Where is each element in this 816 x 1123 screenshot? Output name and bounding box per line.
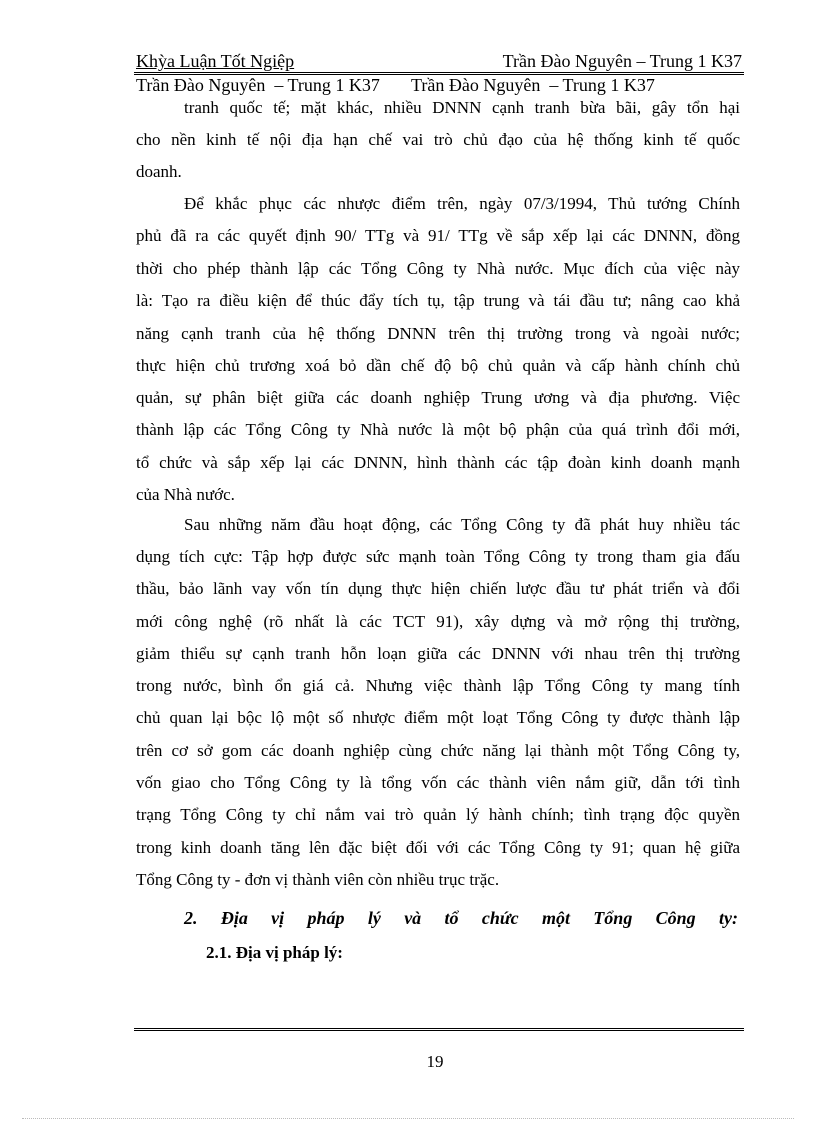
text-line: Tổng Công ty - đơn vị thành viên còn nhiều trục trặc.	[136, 870, 500, 889]
text-line: thầu, bảo lãnh vay vốn tín dụng thực hiện chiến lược đầu tư phát triển và đổi	[136, 579, 740, 598]
page-edge	[22, 1118, 794, 1119]
text-line: Sau những năm đầu hoạt động, các Tổng Công ty đã phát huy nhiều tác	[184, 515, 740, 534]
text-line: vốn giao cho Tổng Công ty là tổng vốn các thành viên nắm giữ, dẫn tới tình	[136, 773, 740, 792]
text-line: Để khắc phục các nhược điểm trên, ngày 07/3/1994, Thủ tướng Chính	[184, 194, 740, 213]
page-number: 19	[426, 1052, 444, 1071]
text-line: trạng Tổng Công ty chỉ nắm vai trò quản lý hành chính; tình trạng độc quyền	[136, 805, 740, 824]
text-line: thành lập các Tổng Công ty Nhà nước là một bộ phận của quá trình đổi mới,	[136, 420, 740, 439]
text-line: trên cơ sở gom các doanh nghiệp cùng chức năng lại thành một Tổng Công ty,	[136, 741, 740, 760]
text-line: cho nền kinh tế nội địa hạn chế vai trò chủ đạo của hệ thống kinh tế quốc	[136, 130, 740, 149]
text-line: doanh.	[136, 162, 182, 181]
text-line: mới công nghệ (rõ nhất là các TCT 91), xây dựng và mở rộng thị trường,	[136, 612, 740, 631]
text-line: năng cạnh tranh của hệ thống DNNN trên thị trường trong và ngoài nước;	[136, 324, 740, 343]
text-line: quản, sự phân biệt giữa các doanh nghiệp Trung ương và địa phương. Việc	[136, 388, 740, 407]
text-line: của Nhà nước.	[136, 485, 235, 504]
text-line: trong kinh doanh tăng lên đặc biệt đối với các Tổng Công ty 91; quan hệ giữa	[136, 838, 740, 857]
text-line: trong nước, bình ổn giá cả. Nhưng việc thành lập Tổng Công ty mang tính	[136, 676, 740, 695]
text-line: giảm thiểu sự cạnh tranh hỗn loạn giữa các DNNN với nhau trên thị trường	[136, 644, 740, 663]
header-right: Trần Đào Nguyên – Trung 1 K37	[502, 51, 742, 71]
text-line: tranh quốc tế; mặt khác, nhiều DNNN cạnh tranh bừa bãi, gây tổn hại	[184, 98, 740, 117]
text-line: dụng tích cực: Tập hợp được sức mạnh toàn Tổng Công ty trong tham gia đấu	[136, 547, 740, 566]
text-line: là: Tạo ra điều kiện để thúc đẩy tích tụ, tập trung và tái đầu tư; nâng cao khả	[136, 291, 740, 310]
page-header	[136, 50, 742, 72]
section-heading: 2. Địa vị pháp lý và tổ chức một Tổng Công ty:	[184, 908, 738, 928]
text-line: thực hiện chủ trương xoá bỏ dần chế độ bộ chủ quản và cấp hành chính chủ	[136, 356, 740, 375]
subsection-heading: 2.1. Địa vị pháp lý:	[206, 943, 343, 962]
header-left: Khỳa Luận Tốt Ngiệp	[136, 51, 295, 71]
text-line: tổ chức và sắp xếp lại các DNNN, hình thành các tập đoàn kinh doanh mạnh	[136, 453, 740, 472]
text-line: thời cho phép thành lập các Tổng Công ty Nhà nước. Mục đích của việc này	[136, 259, 740, 278]
footer-rule	[134, 1028, 744, 1031]
text-line: phủ đã ra các quyết định 90/ TTg và 91/ TTg về sắp xếp lại các DNNN, đồng	[136, 226, 740, 245]
subheader: Trần Đào Nguyên – Trung 1 K37 Trần Đào Nguyên – Trung 1 K37	[136, 75, 655, 95]
text-line: chủ quan lại bộc lộ một số nhược điểm một loạt Tổng Công ty được thành lập	[136, 708, 740, 727]
